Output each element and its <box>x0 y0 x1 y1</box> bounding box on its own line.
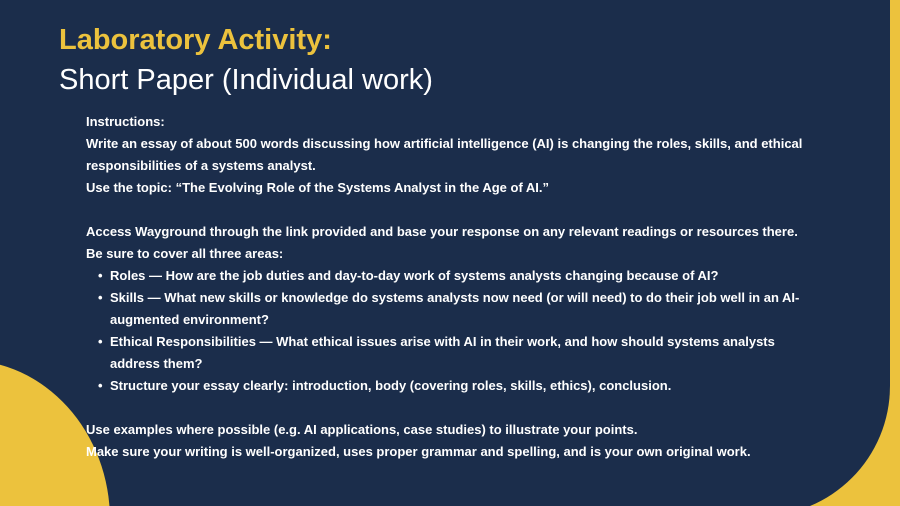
essay-prompt: Write an essay of about 500 words discussing how artificial intelligence (AI) is changing the roles, skills, and ethical responsibilities of a systems analyst. <box>86 136 803 173</box>
list-item-structure: • Structure your essay clearly: introduction, body (covering roles, skills, ethics), conclusion. <box>98 375 826 397</box>
instructions-heading: Instructions: <box>86 114 165 129</box>
slide-title: Laboratory Activity: <box>59 24 332 56</box>
list-item-skills: • Skills — What new skills or knowledge do systems analysts now need (or will need) to do their job well in an AI-augmented environment? <box>98 287 826 331</box>
list-item-roles: • Roles — How are the job duties and day-to-day work of systems analysts changing because of AI? <box>98 265 826 287</box>
access-line: Access Wayground through the link provided and base your response on any relevant readings or resources there. <box>86 224 798 239</box>
slide-subtitle: Short Paper (Individual work) <box>59 64 433 96</box>
requirements-list <box>86 265 826 397</box>
instructions-body <box>86 111 826 463</box>
spacer <box>86 199 826 221</box>
topic-line: Use the topic: “The Evolving Role of the Systems Analyst in the Age of AI.” <box>86 180 550 195</box>
examples-line: Use examples where possible (e.g. AI applications, case studies) to illustrate your points. <box>86 422 638 437</box>
list-item-ethics: • Ethical Responsibilities — What ethical issues arise with AI in their work, and how should systems analysts address them? <box>98 331 826 375</box>
spacer <box>86 397 826 419</box>
cover-line: Be sure to cover all three areas: <box>86 246 284 261</box>
closing-line: Make sure your writing is well-organized, uses proper grammar and spelling, and is your own original work. <box>86 444 751 459</box>
